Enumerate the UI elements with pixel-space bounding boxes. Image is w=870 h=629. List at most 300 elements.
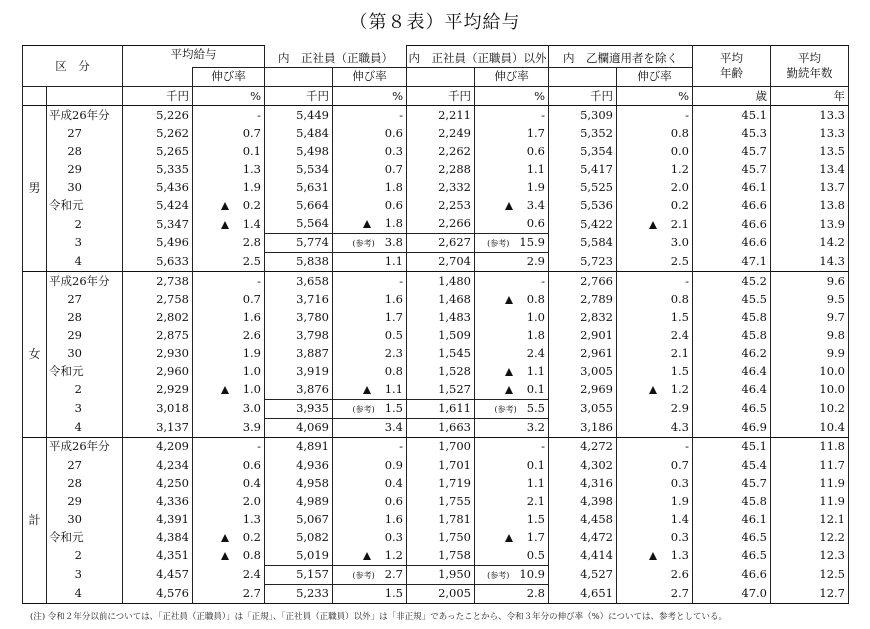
- reference-marker: (参考): [494, 404, 517, 414]
- regular-salary-growth: [333, 584, 407, 603]
- avg-tenure: 12.5: [771, 565, 849, 584]
- regular-salary-growth: [333, 418, 407, 437]
- negative-triangle-icon: [505, 368, 513, 376]
- regular-salary: 4,891: [265, 437, 333, 456]
- nonregular-salary: 1,509: [407, 326, 475, 344]
- avg-age: 45.5: [693, 290, 771, 308]
- growth-value: 1.9: [670, 493, 689, 508]
- nonregular-salary: 2,332: [407, 179, 475, 197]
- excl-otsu-salary-growth: [617, 437, 693, 456]
- excl-otsu-salary: 3,055: [549, 399, 617, 418]
- regular-salary-growth: [333, 510, 407, 528]
- unit-senen: 千円: [123, 87, 193, 106]
- growth-value: 1.3: [242, 511, 261, 526]
- nonregular-salary: 2,253: [407, 197, 475, 215]
- growth-value: 5.5: [526, 400, 545, 415]
- growth-value: 0.2: [242, 198, 261, 213]
- avg-age: 45.8: [693, 308, 771, 326]
- growth-value: 0.1: [526, 382, 545, 397]
- growth-value: 0.2: [670, 198, 689, 213]
- regular-salary-growth: [333, 142, 407, 160]
- nonregular-salary: 2,627: [407, 233, 475, 252]
- growth-value: 1.1: [384, 254, 403, 269]
- avg-salary: 2,960: [123, 363, 193, 381]
- excl-otsu-salary: 2,832: [549, 308, 617, 326]
- regular-salary: 3,919: [265, 363, 333, 381]
- growth-value: 1.6: [384, 511, 403, 526]
- avg-salary-growth: [193, 456, 265, 474]
- avg-age: 46.9: [693, 418, 771, 437]
- year-cell: 2: [47, 215, 123, 234]
- avg-salary: 2,930: [123, 344, 193, 362]
- growth-value: 0.1: [242, 143, 261, 158]
- year-cell: 28: [47, 308, 123, 326]
- avg-age: 46.2: [693, 344, 771, 362]
- excl-otsu-salary: 4,398: [549, 492, 617, 510]
- avg-salary: 4,457: [123, 565, 193, 584]
- growth-value: 3.4: [384, 420, 403, 435]
- excl-otsu-salary-growth: [617, 142, 693, 160]
- growth-value: 1.9: [526, 180, 545, 195]
- year-cell: 3: [47, 565, 123, 584]
- table-row: [23, 197, 849, 215]
- nonregular-salary-growth: [475, 528, 549, 546]
- growth-value: 2.4: [670, 327, 689, 342]
- avg-tenure: 12.3: [771, 546, 849, 565]
- regular-salary: 3,798: [265, 326, 333, 344]
- growth-value: 1.5: [384, 586, 403, 601]
- growth-value: 0.8: [670, 291, 689, 306]
- growth-value: 2.0: [242, 493, 261, 508]
- avg-salary-growth: [193, 528, 265, 546]
- growth-value: 0.5: [384, 327, 403, 342]
- regular-salary: 5,082: [265, 528, 333, 546]
- growth-value: 3.0: [242, 401, 261, 416]
- footnote: (注) 令和２年分以前については、「正社員（正職員）」は「正規」、「正社員（正職員）以外」は「非正規」であったことから、令和３年分の伸び率（%）については、参考としている。: [30, 612, 727, 622]
- avg-tenure: 14.2: [771, 233, 849, 252]
- regular-salary: 5,534: [265, 160, 333, 178]
- page-title: （第８表）平均給与: [349, 12, 521, 33]
- avg-salary-growth: [193, 363, 265, 381]
- nonregular-salary: 1,755: [407, 492, 475, 510]
- avg-salary-growth: [193, 584, 265, 603]
- growth-value: 0.3: [384, 529, 403, 544]
- avg-salary: 4,209: [123, 437, 193, 456]
- nonregular-salary-growth: [475, 584, 549, 603]
- group-label: 男: [23, 106, 47, 272]
- avg-salary: 5,335: [123, 160, 193, 178]
- regular-salary-growth: [333, 215, 407, 234]
- avg-salary: 5,424: [123, 197, 193, 215]
- regular-salary: 4,069: [265, 418, 333, 437]
- year-cell: 27: [47, 456, 123, 474]
- year-cell: 27: [47, 124, 123, 142]
- growth-value: 0.6: [526, 143, 545, 158]
- table-row: [23, 179, 849, 197]
- avg-tenure: 13.7: [771, 179, 849, 197]
- regular-salary: 4,936: [265, 456, 333, 474]
- avg-age: 46.6: [693, 565, 771, 584]
- regular-salary-growth: [333, 197, 407, 215]
- table-row: [23, 565, 849, 584]
- nonregular-salary: 1,758: [407, 546, 475, 565]
- year-cell: 平成26年分: [47, 272, 123, 291]
- regular-salary: 5,498: [265, 142, 333, 160]
- nonregular-salary: 1,950: [407, 565, 475, 584]
- header-growth-d: 伸び率: [617, 68, 693, 87]
- avg-tenure: 9.5: [771, 290, 849, 308]
- nonregular-salary-growth: [475, 381, 549, 400]
- nonregular-salary: 2,266: [407, 215, 475, 234]
- growth-value: 2.5: [242, 254, 261, 269]
- header-seishain: 内 正社員（正職員）: [265, 46, 407, 68]
- regular-salary-growth: [333, 546, 407, 565]
- growth-value: 2.0: [670, 180, 689, 195]
- unit-sai: 歳: [693, 87, 771, 106]
- growth-value: 3.9: [242, 420, 261, 435]
- year-cell: 3: [47, 233, 123, 252]
- avg-age: 47.0: [693, 584, 771, 603]
- negative-triangle-icon: [649, 221, 657, 229]
- growth-value: 1.7: [526, 529, 545, 544]
- table-row: [23, 160, 849, 178]
- excl-otsu-salary-growth: [617, 326, 693, 344]
- growth-value: 0.3: [670, 529, 689, 544]
- excl-otsu-salary: 4,414: [549, 546, 617, 565]
- negative-triangle-icon: [221, 221, 229, 229]
- excl-otsu-salary: 4,458: [549, 510, 617, 528]
- nonregular-salary: 1,700: [407, 437, 475, 456]
- negative-triangle-icon: [649, 386, 657, 394]
- nonregular-salary: 1,483: [407, 308, 475, 326]
- year-cell: 30: [47, 179, 123, 197]
- avg-salary-growth: [193, 326, 265, 344]
- avg-age: 46.1: [693, 179, 771, 197]
- growth-value: 1.5: [526, 511, 545, 526]
- table-row: [23, 215, 849, 234]
- growth-value: 1.4: [670, 511, 689, 526]
- avg-tenure: 9.7: [771, 308, 849, 326]
- avg-salary-growth: [193, 160, 265, 178]
- avg-tenure: 10.2: [771, 399, 849, 418]
- year-cell: 3: [47, 399, 123, 418]
- regular-salary: 3,876: [265, 381, 333, 400]
- growth-value: -: [541, 273, 545, 288]
- growth-value: 1.5: [670, 364, 689, 379]
- nonregular-salary: 1,663: [407, 418, 475, 437]
- growth-value: 0.6: [384, 198, 403, 213]
- avg-age: 46.6: [693, 233, 771, 252]
- avg-age: 46.6: [693, 215, 771, 234]
- excl-otsu-salary-growth: [617, 233, 693, 252]
- year-cell: 30: [47, 510, 123, 528]
- year-cell: 令和元: [47, 528, 123, 546]
- nonregular-salary-growth: [475, 290, 549, 308]
- regular-salary: 5,838: [265, 252, 333, 271]
- negative-triangle-icon: [505, 534, 513, 542]
- excl-otsu-salary: 2,961: [549, 344, 617, 362]
- header-growth-b: 伸び率: [333, 68, 407, 87]
- table-row: [23, 344, 849, 362]
- year-cell: 平成26年分: [47, 106, 123, 125]
- header-kubun: 区 分: [23, 46, 123, 87]
- nonregular-salary: 1,528: [407, 363, 475, 381]
- avg-salary-growth: [193, 437, 265, 456]
- excl-otsu-salary-growth: [617, 399, 693, 418]
- avg-age: 46.5: [693, 528, 771, 546]
- growth-value: 1.8: [384, 180, 403, 195]
- avg-salary: 2,738: [123, 272, 193, 291]
- nonregular-salary: 1,701: [407, 456, 475, 474]
- excl-otsu-salary-growth: [617, 363, 693, 381]
- avg-salary: 4,351: [123, 546, 193, 565]
- excl-otsu-salary-growth: [617, 546, 693, 565]
- negative-triangle-icon: [363, 220, 371, 228]
- growth-value: 0.6: [384, 493, 403, 508]
- group-label: 女: [23, 272, 47, 438]
- growth-value: 1.4: [242, 216, 261, 231]
- regular-salary-growth: [333, 492, 407, 510]
- avg-salary-growth: [193, 124, 265, 142]
- regular-salary-growth: [333, 344, 407, 362]
- growth-value: 15.9: [519, 234, 545, 249]
- regular-salary: 5,484: [265, 124, 333, 142]
- avg-age: 47.1: [693, 252, 771, 271]
- avg-salary-growth: [193, 106, 265, 125]
- table-row: [23, 272, 849, 291]
- year-cell: 28: [47, 474, 123, 492]
- avg-salary: 5,347: [123, 215, 193, 234]
- nonregular-salary-growth: [475, 215, 549, 234]
- header-growth-c: 伸び率: [475, 68, 549, 87]
- excl-otsu-salary: 5,723: [549, 252, 617, 271]
- nonregular-salary: 1,480: [407, 272, 475, 291]
- growth-value: 1.0: [242, 382, 261, 397]
- growth-value: 2.7: [670, 585, 689, 600]
- excl-otsu-salary: 3,186: [549, 418, 617, 437]
- excl-otsu-salary: 2,969: [549, 381, 617, 400]
- excl-otsu-salary: 5,309: [549, 106, 617, 125]
- avg-age: 45.1: [693, 106, 771, 125]
- growth-value: 1.0: [526, 309, 545, 324]
- negative-triangle-icon: [221, 552, 229, 560]
- regular-salary: 5,774: [265, 233, 333, 252]
- regular-salary-growth: [333, 290, 407, 308]
- table-row: [23, 363, 849, 381]
- avg-tenure: 10.4: [771, 418, 849, 437]
- avg-age: 46.6: [693, 197, 771, 215]
- unit-senen: 千円: [549, 87, 617, 106]
- nonregular-salary-growth: [475, 272, 549, 291]
- regular-salary: 3,716: [265, 290, 333, 308]
- avg-salary: 5,226: [123, 106, 193, 125]
- table-row: [23, 381, 849, 400]
- growth-value: 1.3: [242, 162, 261, 177]
- avg-tenure: 13.3: [771, 106, 849, 125]
- nonregular-salary-growth: [475, 142, 549, 160]
- header-otsuran: 内 乙欄適用者を除く: [549, 46, 693, 68]
- growth-value: 1.9: [242, 345, 261, 360]
- reference-marker: (参考): [487, 238, 510, 248]
- growth-value: 1.6: [242, 309, 261, 324]
- excl-otsu-salary-growth: [617, 565, 693, 584]
- regular-salary: 4,989: [265, 492, 333, 510]
- excl-otsu-salary-growth: [617, 510, 693, 528]
- excl-otsu-salary-growth: [617, 179, 693, 197]
- growth-value: 0.8: [242, 548, 261, 563]
- avg-age: 45.4: [693, 456, 771, 474]
- growth-value: 1.2: [384, 547, 403, 562]
- excl-otsu-salary: 2,901: [549, 326, 617, 344]
- avg-salary: 4,336: [123, 492, 193, 510]
- avg-age: 46.5: [693, 546, 771, 565]
- excl-otsu-salary: 2,766: [549, 272, 617, 291]
- growth-value: -: [685, 107, 689, 122]
- growth-value: 4.3: [670, 420, 689, 435]
- table-row: [23, 546, 849, 565]
- unit-pct: %: [333, 87, 407, 106]
- table-row: [23, 106, 849, 125]
- growth-value: 0.6: [384, 125, 403, 140]
- table-row: [23, 326, 849, 344]
- regular-salary: 4,958: [265, 474, 333, 492]
- excl-otsu-salary: 4,272: [549, 437, 617, 456]
- reference-marker: (参考): [487, 570, 510, 580]
- excl-otsu-salary-growth: [617, 215, 693, 234]
- avg-salary-growth: [193, 308, 265, 326]
- nonregular-salary: 2,704: [407, 252, 475, 271]
- growth-value: -: [685, 439, 689, 454]
- growth-value: 0.7: [670, 457, 689, 472]
- group-label: 計: [23, 437, 47, 603]
- growth-value: 2.1: [670, 345, 689, 360]
- regular-salary-growth: [333, 308, 407, 326]
- nonregular-salary-growth: [475, 437, 549, 456]
- header-kinzoku: 平均 勤続年数: [771, 46, 849, 87]
- avg-tenure: 11.9: [771, 492, 849, 510]
- growth-value: -: [257, 107, 261, 122]
- avg-salary-growth: [193, 252, 265, 271]
- regular-salary-growth: [333, 124, 407, 142]
- avg-salary: 5,436: [123, 179, 193, 197]
- nonregular-salary: 1,611: [407, 399, 475, 418]
- growth-value: 2.5: [670, 254, 689, 269]
- unit-pct: %: [475, 87, 549, 106]
- excl-otsu-salary: 5,525: [549, 179, 617, 197]
- growth-value: 0.7: [242, 291, 261, 306]
- regular-salary: 5,233: [265, 584, 333, 603]
- avg-tenure: 9.8: [771, 326, 849, 344]
- regular-salary: 5,067: [265, 510, 333, 528]
- nonregular-salary-growth: [475, 344, 549, 362]
- regular-salary: 5,631: [265, 179, 333, 197]
- avg-tenure: 10.0: [771, 381, 849, 400]
- nonregular-salary-growth: [475, 456, 549, 474]
- growth-value: 1.1: [384, 382, 403, 397]
- nonregular-salary-growth: [475, 326, 549, 344]
- avg-age: 46.4: [693, 363, 771, 381]
- excl-otsu-salary: 4,316: [549, 474, 617, 492]
- excl-otsu-salary: 5,354: [549, 142, 617, 160]
- regular-salary-growth: [333, 381, 407, 400]
- excl-otsu-salary: 2,789: [549, 290, 617, 308]
- avg-salary: 4,384: [123, 528, 193, 546]
- header-growth-a: 伸び率: [193, 68, 265, 87]
- year-cell: 4: [47, 252, 123, 271]
- avg-age: 45.1: [693, 437, 771, 456]
- avg-tenure: 9.6: [771, 272, 849, 291]
- regular-salary-growth: [333, 106, 407, 125]
- excl-otsu-salary-growth: [617, 474, 693, 492]
- growth-value: -: [257, 439, 261, 454]
- regular-salary-growth: [333, 326, 407, 344]
- unit-senen: 千円: [407, 87, 475, 106]
- growth-value: 0.0: [670, 143, 689, 158]
- growth-value: 1.2: [670, 382, 689, 397]
- regular-salary: 5,157: [265, 565, 333, 584]
- avg-salary-growth: [193, 510, 265, 528]
- nonregular-salary-growth: [475, 418, 549, 437]
- unit-row: [23, 87, 849, 106]
- avg-tenure: 11.9: [771, 474, 849, 492]
- growth-value: 1.3: [670, 548, 689, 563]
- excl-otsu-salary-growth: [617, 492, 693, 510]
- table-row: [23, 308, 849, 326]
- growth-value: 1.7: [526, 125, 545, 140]
- table-row: [23, 124, 849, 142]
- table-row: [23, 418, 849, 437]
- table-row: [23, 510, 849, 528]
- growth-value: 1.9: [242, 180, 261, 195]
- excl-otsu-salary: 5,417: [549, 160, 617, 178]
- reference-marker: (参考): [352, 238, 375, 248]
- nonregular-salary: 2,262: [407, 142, 475, 160]
- year-cell: 2: [47, 381, 123, 400]
- growth-value: 2.7: [242, 585, 261, 600]
- avg-salary: 4,391: [123, 510, 193, 528]
- nonregular-salary-growth: [475, 252, 549, 271]
- negative-triangle-icon: [649, 552, 657, 560]
- avg-salary-growth: [193, 418, 265, 437]
- excl-otsu-salary-growth: [617, 197, 693, 215]
- regular-salary: 3,887: [265, 344, 333, 362]
- avg-salary-growth: [193, 565, 265, 584]
- avg-age: 45.3: [693, 124, 771, 142]
- nonregular-salary: 2,211: [407, 106, 475, 125]
- avg-salary-growth: [193, 474, 265, 492]
- nonregular-salary: 1,750: [407, 528, 475, 546]
- avg-age: 45.2: [693, 272, 771, 291]
- avg-salary: 5,265: [123, 142, 193, 160]
- growth-value: 0.4: [384, 475, 403, 490]
- negative-triangle-icon: [221, 202, 229, 210]
- regular-salary: 5,449: [265, 106, 333, 125]
- avg-age: 46.1: [693, 510, 771, 528]
- table-row: [23, 252, 849, 271]
- growth-value: 0.4: [242, 475, 261, 490]
- excl-otsu-salary: 4,651: [549, 584, 617, 603]
- unit-pct: %: [193, 87, 265, 106]
- avg-salary: 2,758: [123, 290, 193, 308]
- growth-value: -: [541, 439, 545, 454]
- nonregular-salary-growth: [475, 160, 549, 178]
- reference-marker: (参考): [352, 404, 375, 414]
- growth-value: 2.9: [670, 401, 689, 416]
- avg-salary-growth: [193, 179, 265, 197]
- nonregular-salary-growth: [475, 124, 549, 142]
- nonregular-salary-growth: [475, 474, 549, 492]
- growth-value: 1.5: [384, 400, 403, 415]
